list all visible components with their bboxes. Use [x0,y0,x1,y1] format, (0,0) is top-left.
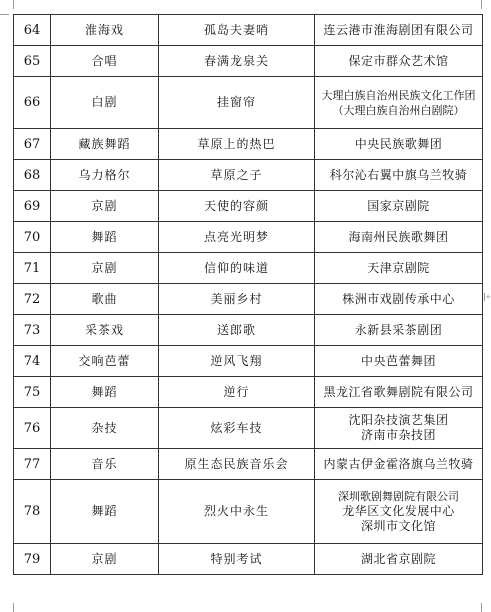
cell-genre: 藏族舞蹈 [51,129,159,160]
cell-title: 美丽乡村 [159,284,315,315]
table-row [14,377,483,408]
cell-title: 炫彩车技 [159,408,315,449]
organization-line: 黑龙江省歌舞剧院有限公司 [323,384,474,399]
cell-number: 76 [14,408,51,449]
cell-title: 送郎歌 [159,315,315,346]
cell-number: 78 [14,480,51,544]
crop-mark [481,603,482,612]
table-row [14,160,483,191]
cell-title: 信仰的味道 [159,253,315,284]
cell-genre: 京剧 [51,544,159,575]
organization-line: （大理白族自治州白剧院） [332,103,465,117]
cell-genre: 乌力格尔 [51,160,159,191]
cell-title: 烈火中永生 [159,480,315,544]
cell-organization [315,544,483,575]
cell-genre: 舞蹈 [51,377,159,408]
cell-title: 天使的容颜 [159,191,315,222]
cell-number: 65 [14,46,51,77]
cell-number: 74 [14,346,51,377]
table-row [14,191,483,222]
table-row [14,346,483,377]
organization-line: 深圳市文化馆 [360,519,436,533]
plus-marker-icon: + [485,293,491,301]
cell-number: 75 [14,377,51,408]
organization-line: 株洲市戏剧传承中心 [342,291,455,306]
cell-organization [315,408,483,449]
cell-title: 点亮光明梦 [159,222,315,253]
organization-line: 科尔沁右翼中旗乌兰牧骑 [329,167,468,182]
cell-number: 71 [14,253,51,284]
cell-title: 特别考试 [159,544,315,575]
cell-organization [315,160,483,191]
cell-organization [315,191,483,222]
organization-line: 济南市杂技团 [360,428,436,442]
cell-organization [315,284,483,315]
organization-line: 湖北省京剧院 [360,551,436,566]
cell-organization [315,15,483,46]
table-row [14,544,483,575]
cell-organization [315,253,483,284]
cell-number: 72 [14,284,51,315]
cell-organization [315,315,483,346]
cell-number: 77 [14,449,51,480]
cell-number: 64 [14,15,51,46]
cell-genre: 京剧 [51,253,159,284]
cell-number: 69 [14,191,51,222]
cell-genre: 杂技 [51,408,159,449]
organization-line: 中央民族歌舞团 [354,136,443,151]
cell-genre: 交响芭蕾 [51,346,159,377]
cell-organization [315,377,483,408]
organization-line: 大理白族自治州民族文化工作团 [321,88,476,102]
cell-number: 73 [14,315,51,346]
cell-number: 68 [14,160,51,191]
cell-genre: 舞蹈 [51,480,159,544]
cell-title: 春满龙泉关 [159,46,315,77]
table-row [14,222,483,253]
cell-title: 草原之子 [159,160,315,191]
organization-line: 海南州民族歌舞团 [348,229,449,244]
cell-organization [315,346,483,377]
table-row [14,129,483,160]
cell-genre: 采茶戏 [51,315,159,346]
cell-genre: 合唱 [51,46,159,77]
cell-title: 原生态民族音乐会 [159,449,315,480]
table-row [14,77,483,129]
table-row [14,253,483,284]
cell-genre: 淮海戏 [51,15,159,46]
crop-mark [13,603,14,612]
table-row [14,15,483,46]
cell-organization [315,46,483,77]
cell-organization [315,222,483,253]
organization-line: 国家京剧院 [367,198,430,213]
table-row [14,46,483,77]
organization-line: 保定市群众艺术馆 [348,53,449,68]
cell-number: 70 [14,222,51,253]
organization-line: 永新县采茶剧团 [354,322,443,337]
organization-line: 连云港市淮海剧团有限公司 [323,22,474,37]
cell-organization [315,480,483,544]
table-row [14,284,483,315]
table-row [14,315,483,346]
cell-organization [315,77,483,129]
cell-genre: 白剧 [51,77,159,129]
cell-title: 草原上的热巴 [159,129,315,160]
table-row [14,480,483,544]
organization-line: 深圳歌剧舞剧院有限公司 [338,490,459,503]
cell-title: 孤岛夫妻哨 [159,15,315,46]
cell-genre: 音乐 [51,449,159,480]
crop-mark [481,0,482,9]
cell-organization [315,449,483,480]
cell-genre: 舞蹈 [51,222,159,253]
cell-title: 逆风飞翔 [159,346,315,377]
cell-organization [315,129,483,160]
cell-number: 79 [14,544,51,575]
table-row [14,449,483,480]
cell-genre: 歌曲 [51,284,159,315]
cell-number: 67 [14,129,51,160]
cell-genre: 京剧 [51,191,159,222]
program-list-body [14,15,483,575]
organization-line: 内蒙古伊金霍洛旗乌兰牧骑 [323,456,474,471]
table-row [14,408,483,449]
cell-number: 66 [14,77,51,129]
organization-line: 天津京剧院 [367,260,430,275]
program-list-table [13,14,483,575]
organization-line: 中央芭蕾舞团 [360,353,436,368]
cell-title: 挂窗帘 [159,77,315,129]
crop-mark [13,0,14,9]
organization-line: 沈阳杂技演艺集团 [348,413,449,427]
cell-title: 逆行 [159,377,315,408]
crop-mark [0,14,9,15]
organization-line: 龙华区文化发展中心 [342,504,455,518]
